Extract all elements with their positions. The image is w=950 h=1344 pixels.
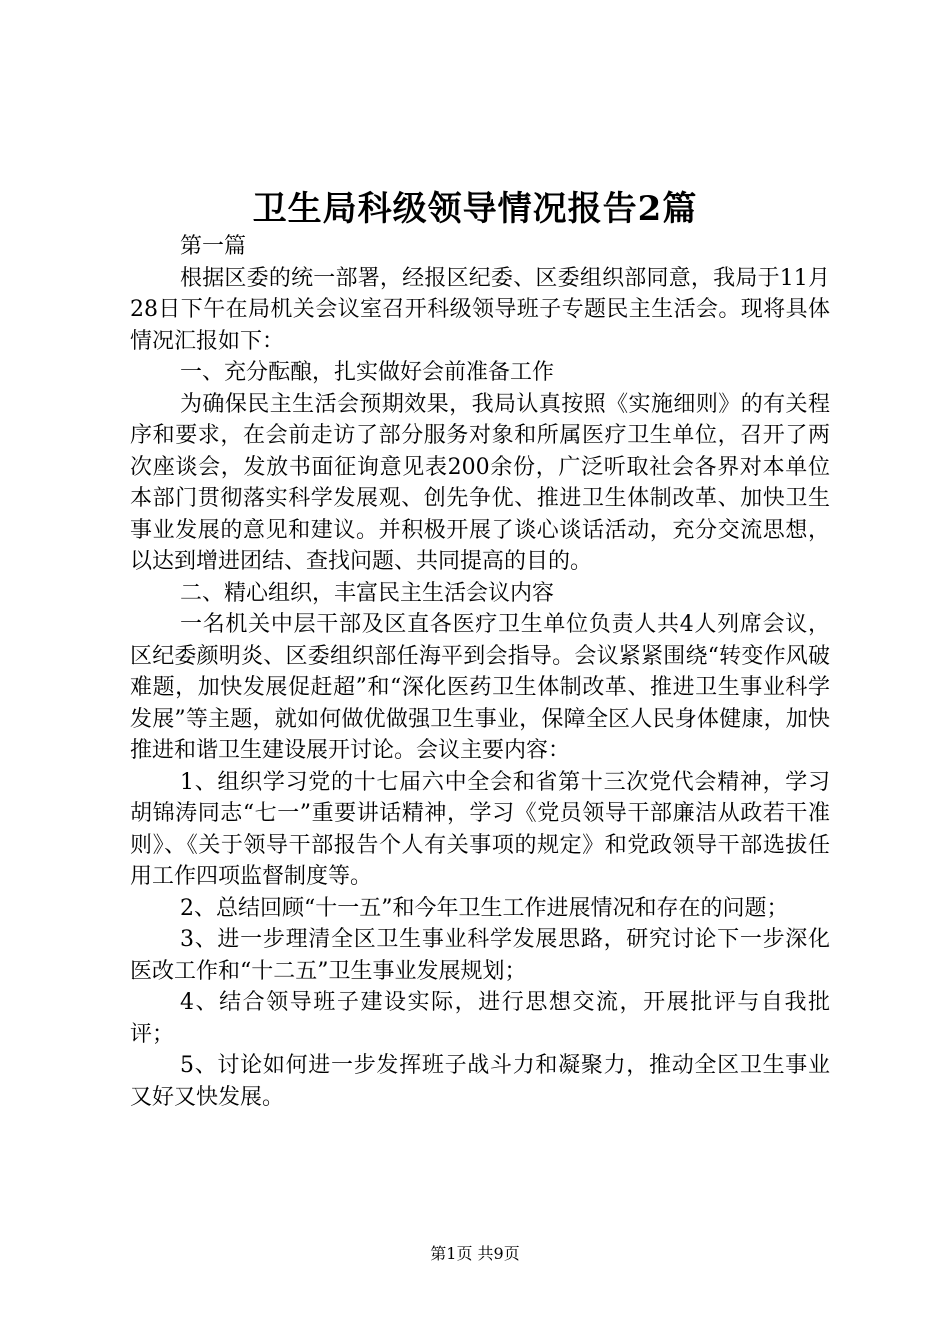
heading-organization: 二、精心组织，丰富民主生活会议内容 xyxy=(180,580,555,606)
list-item-1: 1、组织学习党的十七届六中全会和省第十三次党代会精神，学习胡锦涛同志“七一”重要讲话精神，学习《党员领导干部廉洁从政若干准则》、《关于领导干部报告个人有关事项的规定》和党政领导干部选拔任用工作四项监督制度等。 xyxy=(130,769,830,889)
paragraph-organization: 一名机关中层干部及区直各医疗卫生单位负责人共4人列席会议，区纪委颜明炎、区委组织部任海平到会指导。会议紧紧围绕“转变作风破难题，加快发展促赶超”和“深化医药卫生体制改革、推进卫生事业科学发展”等主题，就如何做优做强卫生事业，保障全区人民身体健康，加快推进和谐卫生建设展开讨论。会议主要内容： xyxy=(130,612,830,763)
list-item-3: 3、进一步理清全区卫生事业科学发展思路，研究讨论下一步深化医改工作和“十二五”卫生事业发展规划； xyxy=(130,927,830,984)
document-body xyxy=(130,231,830,1113)
section-label: 第一篇 xyxy=(180,234,247,259)
paragraph-intro: 根据区委的统一部署，经报区纪委、区委组织部同意，我局于11月28日下午在局机关会议室召开科级领导班子专题民主生活会。现将具体情况汇报如下： xyxy=(130,265,830,354)
paragraph-preparation: 为确保民主生活会预期效果，我局认真按照《实施细则》的有关程序和要求，在会前走访了部分服务对象和所属医疗卫生单位，召开了两次座谈会，发放书面征询意见表200余份，广泛听取社会各界对本单位本部门贯彻落实科学发展观、创先争优、推进卫生体制改革、加快卫生事业发展的意见和建议。并积极开展了谈心谈话活动，充分交流思想，以达到增进团结、查找问题、共同提高的目的。 xyxy=(130,391,830,574)
list-item-5: 5、讨论如何进一步发挥班子战斗力和凝聚力，推动全区卫生事业又好又快发展。 xyxy=(130,1053,830,1110)
page-footer: 第1页 共9页 xyxy=(430,1244,520,1263)
list-item-2: 2、总结回顾“十一五”和今年卫生工作进展情况和存在的问题； xyxy=(180,895,789,921)
document-title: 卫生局科级领导情况报告2篇 xyxy=(252,189,698,229)
list-item-4: 4、结合领导班子建设实际，进行思想交流，开展批评与自我批评； xyxy=(130,990,830,1047)
heading-preparation: 一、充分酝酿，扎实做好会前准备工作 xyxy=(180,360,555,385)
